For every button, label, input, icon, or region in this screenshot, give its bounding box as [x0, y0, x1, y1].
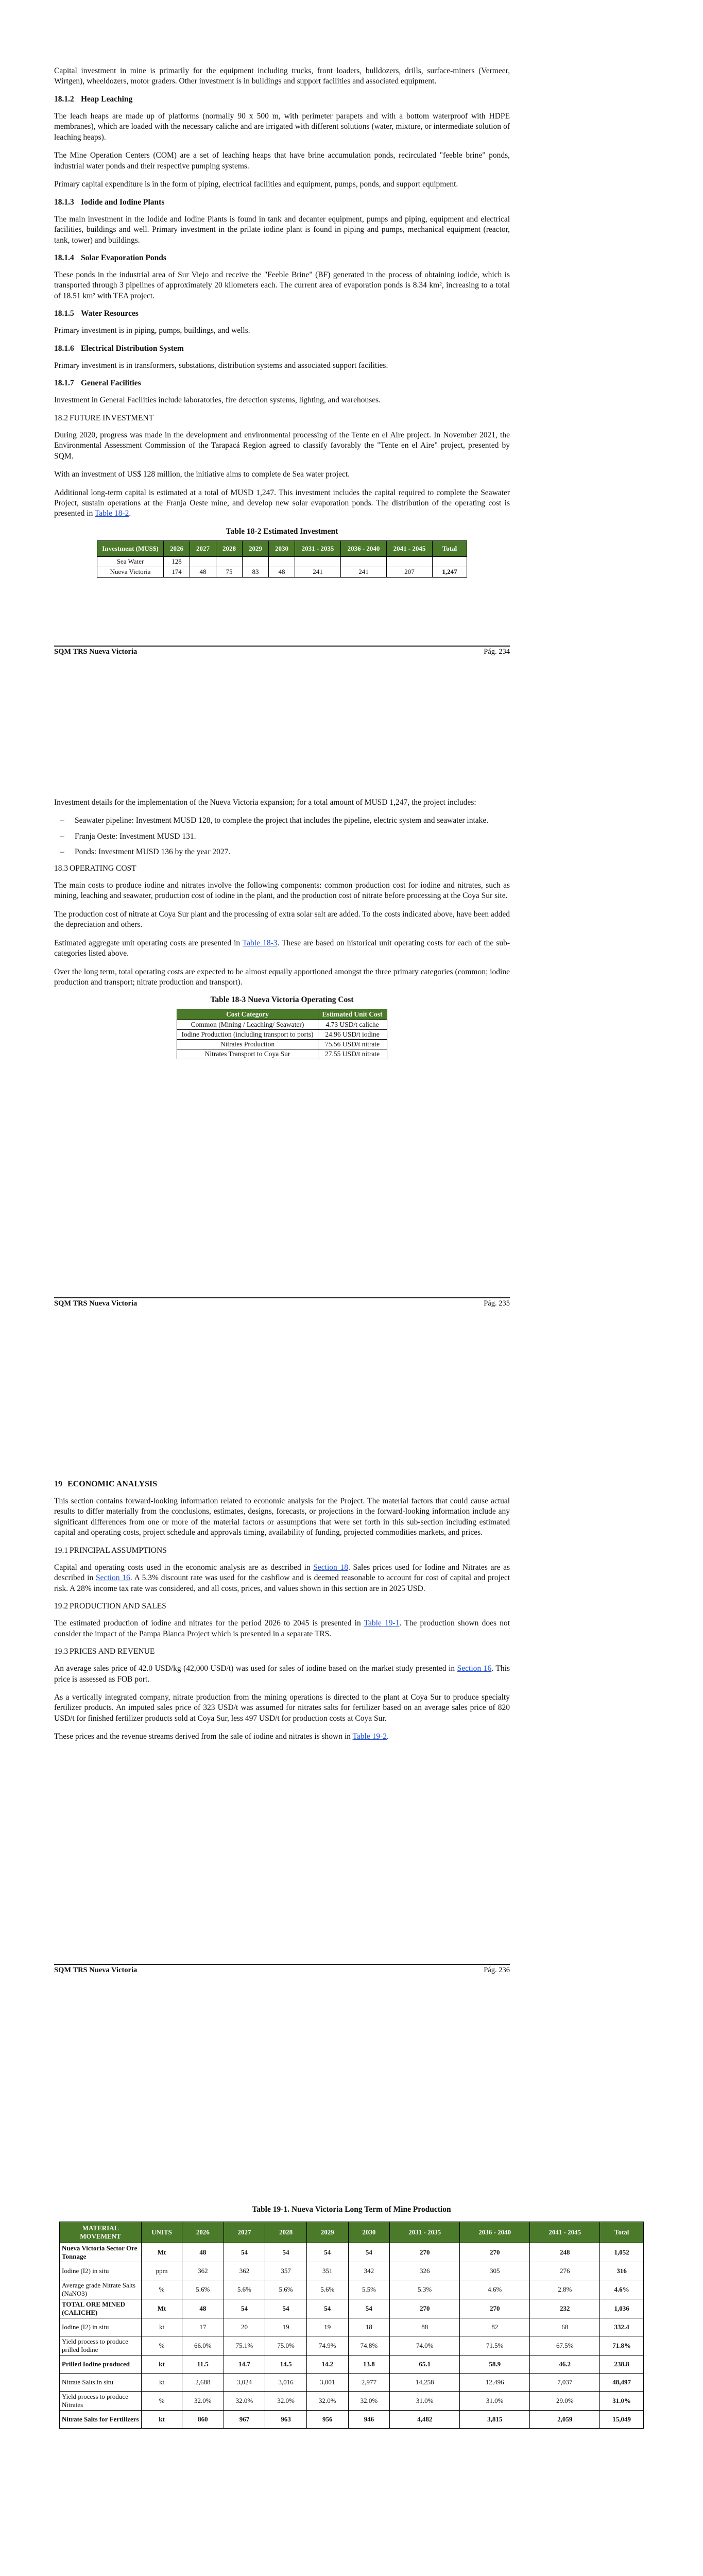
table-cell: 270 — [390, 2299, 460, 2318]
unit-cell: kt — [142, 2355, 182, 2374]
page-237 — [0, 1994, 703, 2576]
table-row — [177, 1040, 387, 1049]
paragraph: These prices and the revenue streams derived from the sale of iodine and nitrates is shown in Table 19-2. — [54, 1732, 389, 1741]
section-heading: 18.2 FUTURE INVESTMENT — [54, 413, 154, 422]
table-cell: 174 — [164, 567, 190, 577]
table-cell: Iodine Production (including transport to ports) — [177, 1030, 318, 1040]
table-row — [60, 2280, 644, 2299]
table-cell: 967 — [224, 2411, 265, 2429]
table-row — [60, 2374, 644, 2392]
section-heading: 19.1 PRINCIPAL ASSUMPTIONS — [54, 1546, 167, 1555]
table-cell: 46.2 — [530, 2355, 600, 2374]
column-header: 2027 — [224, 2222, 265, 2243]
table-cell: 75.1% — [224, 2336, 265, 2355]
unit-cell: Mt — [142, 2243, 182, 2262]
section-heading: 18.1.4 Solar Evaporation Ponds — [54, 253, 166, 262]
table-cell: 362 — [182, 2262, 224, 2280]
column-header: 2026 — [182, 2222, 224, 2243]
section-16-link[interactable]: Section 16 — [457, 1664, 492, 1673]
paragraph: Primary investment is in piping, pumps, buildings, and wells. — [54, 326, 250, 335]
table-cell: 14,258 — [390, 2374, 460, 2392]
table-cell: 860 — [182, 2411, 224, 2429]
table-cell: 128 — [164, 556, 190, 567]
table-row — [177, 1030, 387, 1040]
table-row — [60, 2336, 644, 2355]
table-cell: 54 — [306, 2299, 348, 2318]
table-cell: 3,815 — [460, 2411, 530, 2429]
table-row — [60, 2262, 644, 2280]
unit-cell: kt — [142, 2411, 182, 2429]
table-cell: 326 — [390, 2262, 460, 2280]
table-cell — [341, 556, 387, 567]
table-cell: 74.8% — [348, 2336, 390, 2355]
table-cell — [269, 556, 295, 567]
table-row — [60, 2392, 644, 2411]
page-footer: SQM TRS Nueva Victoria Pág. 234 — [54, 646, 510, 656]
section-heading: 19.2 PRODUCTION AND SALES — [54, 1602, 166, 1611]
table-cell: 4,482 — [390, 2411, 460, 2429]
column-header: Cost Category — [177, 1009, 318, 1020]
table-cell: Common (Mining / Leaching/ Seawater) — [177, 1020, 318, 1030]
table-cell: 48,497 — [600, 2374, 644, 2392]
table-18-2-link[interactable]: Table 18-2 — [94, 509, 129, 518]
table-cell: 232 — [530, 2299, 600, 2318]
table-cell: Nueva Victoria — [97, 567, 164, 577]
table-cell — [295, 556, 341, 567]
table-cell: 75.0% — [265, 2336, 307, 2355]
column-header: 2041 - 2045 — [387, 540, 433, 556]
column-header: 2041 - 2045 — [530, 2222, 600, 2243]
list-item: – Franja Oeste: Investment MUSD 131. — [54, 832, 510, 842]
unit-cell: % — [142, 2280, 182, 2299]
row-label: TOTAL ORE MINED (CALICHE) — [60, 2299, 142, 2318]
table-cell: 3,001 — [306, 2374, 348, 2392]
table-cell: 54 — [224, 2299, 265, 2318]
page-234 — [0, 0, 703, 665]
row-label: Iodine (I2) in situ — [60, 2318, 142, 2336]
table-cell: 31.0% — [460, 2392, 530, 2411]
column-header: 2031 - 2035 — [295, 540, 341, 556]
paragraph: An average sales price of 42.0 USD/kg (42,000 USD/t) was used for sales of iodine based on the market study presented in Section 16. This price is assessed as FOB port. — [54, 1664, 510, 1684]
table-cell: 54 — [306, 2243, 348, 2262]
table-cell: 32.0% — [348, 2392, 390, 2411]
table-cell: 14.7 — [224, 2355, 265, 2374]
paragraph: Capital and operating costs used in the economic analysis are as described in Section 18. Sales prices used for Iodine and Nitrates are as described in Section 16. A 5.3% discount rate was used for the cashflow and is deemed reasonable to account for cost of capital and project risk. A 28% income tax rate was considered, and all costs, prices, and values shown in this section are in 2025 USD. — [54, 1563, 510, 1593]
table-cell: 68 — [530, 2318, 600, 2336]
table-cell: 3,016 — [265, 2374, 307, 2392]
unit-cell: % — [142, 2392, 182, 2411]
table-cell: 31.0% — [600, 2392, 644, 2411]
table-cell: 4.6% — [460, 2280, 530, 2299]
table-row — [60, 2318, 644, 2336]
table-cell: 1,036 — [600, 2299, 644, 2318]
paragraph: These ponds in the industrial area of Sur Viejo and receive the "Feeble Brine" (BF) generated in the process of obtaining iodide, which is transported through 3 pipelines of approximately 20 kilometers each. The current area of evaporation ponds is 8.34 km², increasing to a total of 18.51 km² with TEA project. — [54, 270, 510, 300]
table-cell: 248 — [530, 2243, 600, 2262]
table-cell: 4.73 USD/t caliche — [318, 1020, 387, 1030]
column-header: MATERIAL MOVEMENT — [60, 2222, 142, 2243]
column-header: 2028 — [216, 540, 243, 556]
section-heading: 18.1.3 Iodide and Iodine Plants — [54, 197, 165, 207]
table-cell: 5.6% — [182, 2280, 224, 2299]
table-cell: 305 — [460, 2262, 530, 2280]
table-cell: 65.1 — [390, 2355, 460, 2374]
paragraph: Over the long term, total operating costs are expected to be almost equally apportioned amongst the three primary categories (common; iodine production and transport; nitrate production and transport). — [54, 967, 510, 987]
table-cell: 956 — [306, 2411, 348, 2429]
unit-cell: Mt — [142, 2299, 182, 2318]
table-cell — [387, 556, 433, 567]
operating-cost-table — [177, 1009, 387, 1059]
paragraph: The main costs to produce iodine and nitrates involve the following components: common production cost for iodine and nitrates, such as mining, leaching and seawater, production cost of iodine in the plant, and the production cost of nitrate before processing at the Coya Sur site. — [54, 880, 510, 901]
table-cell: 58.9 — [460, 2355, 530, 2374]
table-cell: 270 — [460, 2299, 530, 2318]
table-cell: 5.3% — [390, 2280, 460, 2299]
column-header: 2029 — [306, 2222, 348, 2243]
page-235 — [0, 665, 703, 1329]
table-row — [97, 556, 467, 567]
table-cell: 4.6% — [600, 2280, 644, 2299]
column-header: 2026 — [164, 540, 190, 556]
table-cell: 32.0% — [306, 2392, 348, 2411]
table-cell: 74.0% — [390, 2336, 460, 2355]
table-cell: 7,037 — [530, 2374, 600, 2392]
table-cell: 19 — [306, 2318, 348, 2336]
paragraph: The leach heaps are made up of platforms (normally 90 x 500 m, with perimeter parapets and with a bottom waterproof with HDPE membranes), which are loaded with the necessary caliche and are irrigated with different solutions (water, mixture, or intermediate solution of leaching heaps). — [54, 111, 510, 142]
table-row — [60, 2411, 644, 2429]
table-cell: 54 — [348, 2243, 390, 2262]
paragraph: During 2020, progress was made in the development and environmental processing of the Tente en el Aire project. In November 2021, the Environmental Assessment Commission of the Tarapacá Region agreed to classify favorably the "Tente en el Aire" project, presented by SQM. — [54, 430, 510, 461]
column-header: Estimated Unit Cost — [318, 1009, 387, 1020]
column-header: 2027 — [190, 540, 216, 556]
row-label: Nueva Victoria Sector Ore Tonnage — [60, 2243, 142, 2262]
chapter-heading: 19 ECONOMIC ANALYSIS — [54, 1480, 158, 1488]
table-cell: 32.0% — [265, 2392, 307, 2411]
column-header: 2036 - 2040 — [460, 2222, 530, 2243]
investment-list — [54, 816, 510, 857]
column-header: UNITS — [142, 2222, 182, 2243]
table-cell: 332.4 — [600, 2318, 644, 2336]
table-cell: 48 — [190, 567, 216, 577]
column-header: 2030 — [348, 2222, 390, 2243]
table-cell: 963 — [265, 2411, 307, 2429]
table-cell: 2.8% — [530, 2280, 600, 2299]
paragraph: The Mine Operation Centers (COM) are a set of leaching heaps that have brine accumulation ponds, recirculated "feeble brine" ponds, industrial water ponds and their respective pumping systems. — [54, 151, 510, 171]
column-header: 2029 — [243, 540, 269, 556]
page-footer: SQM TRS Nueva Victoria Pág. 235 — [54, 1297, 510, 1308]
table-19-2-link[interactable]: Table 19-2 — [352, 1732, 387, 1741]
row-label: Nitrate Salts for Fertilizers — [60, 2411, 142, 2429]
table-row — [60, 2355, 644, 2374]
unit-cell: kt — [142, 2318, 182, 2336]
table-cell: 351 — [306, 2262, 348, 2280]
table-cell: 54 — [265, 2243, 307, 2262]
table-cell — [190, 556, 216, 567]
row-label: Average grade Nitrate Salts (NaNO3) — [60, 2280, 142, 2299]
list-item: – Seawater pipeline: Investment MUSD 128, to complete the project that includes the pipeline, electric system and seawater intake. — [54, 816, 510, 826]
paragraph: Estimated aggregate unit operating costs are presented in Table 18-3. These are based on historical unit operating costs for each of the sub-categories listed above. — [54, 938, 510, 958]
table-cell: 48 — [269, 567, 295, 577]
page-footer: SQM TRS Nueva Victoria Pág. 236 — [54, 1964, 510, 1975]
section-heading: 19.3 PRICES AND REVENUE — [54, 1647, 155, 1656]
table-cell — [216, 556, 243, 567]
table-caption: Table 18-3 Nueva Victoria Operating Cost — [210, 995, 354, 1005]
table-row — [177, 1020, 387, 1030]
table-row — [177, 1049, 387, 1059]
table-cell: 11.5 — [182, 2355, 224, 2374]
table-cell: 19 — [265, 2318, 307, 2336]
table-cell: 2,688 — [182, 2374, 224, 2392]
paragraph: As a vertically integrated company, nitrate production from the mining operations is directed to the plant at Coya Sur to produce specialty fertilizer products. An imputed sales price of 323 USD/t was assumed for nitrates salts for fertilizer based on an average sales price of 820 USD/t for finished fertilizer products sold at Coya Sur, less 497 USD/t for production costs at Coya Sur. — [54, 1692, 510, 1723]
column-header: Total — [433, 540, 467, 556]
column-header: 2036 - 2040 — [341, 540, 387, 556]
table-cell: 2,059 — [530, 2411, 600, 2429]
table-cell: 362 — [224, 2262, 265, 2280]
table-cell: 1,052 — [600, 2243, 644, 2262]
table-cell: 5.5% — [348, 2280, 390, 2299]
section-heading: 18.1.6 Electrical Distribution System — [54, 344, 184, 353]
paragraph: Capital investment in mine is primarily for the equipment including trucks, front loaders, bulldozers, drills, surface-miners (Vermeer, Wirtgen), wheeldozers, motor graders. Other investment is in buildings and support facilities and associated equipment. — [54, 66, 510, 86]
table-caption: Table 19-1. Nueva Victoria Long Term of Mine Production — [252, 2205, 451, 2214]
section-heading: 18.1.5 Water Resources — [54, 309, 139, 318]
row-label: Yield process to produce prilled Iodine — [60, 2336, 142, 2355]
table-cell: 5.6% — [306, 2280, 348, 2299]
table-cell: 342 — [348, 2262, 390, 2280]
table-cell: 316 — [600, 2262, 644, 2280]
table-cell: 17 — [182, 2318, 224, 2336]
table-cell: 5.6% — [265, 2280, 307, 2299]
column-header: 2028 — [265, 2222, 307, 2243]
paragraph: This section contains forward-looking information related to economic analysis for the Project. The material factors that could cause actual results to differ materially from the conclusions, estimates, designs, forecasts, or projections in the forward-looking information include any significant differences from one or more of the material factors or assumptions that were set forth in this sub-section including estimated capital and operating costs, project schedule and approvals timing, availability of funding, projected commodities markets, and prices. — [54, 1497, 510, 1537]
unit-cell: kt — [142, 2374, 182, 2392]
table-cell: 67.5% — [530, 2336, 600, 2355]
table-cell: 270 — [390, 2243, 460, 2262]
table-cell: 88 — [390, 2318, 460, 2336]
table-cell: 2,977 — [348, 2374, 390, 2392]
table-cell — [433, 556, 467, 567]
table-cell: Nitrates Transport to Coya Sur — [177, 1049, 318, 1059]
table-cell: 241 — [295, 567, 341, 577]
table-cell: 14.5 — [265, 2355, 307, 2374]
table-cell: 238.8 — [600, 2355, 644, 2374]
table-cell: 3,024 — [224, 2374, 265, 2392]
table-row — [97, 567, 467, 577]
section-heading: 18.1.2 Heap Leaching — [54, 94, 133, 104]
table-cell: 74.9% — [306, 2336, 348, 2355]
unit-cell: % — [142, 2336, 182, 2355]
unit-cell: ppm — [142, 2262, 182, 2280]
table-cell: Sea Water — [97, 556, 164, 567]
table-cell: 48 — [182, 2243, 224, 2262]
table-cell: 18 — [348, 2318, 390, 2336]
table-cell: 82 — [460, 2318, 530, 2336]
table-cell: 12,496 — [460, 2374, 530, 2392]
section-18-link[interactable]: Section 18 — [313, 1563, 348, 1572]
table-cell: 54 — [265, 2299, 307, 2318]
column-header: 2030 — [269, 540, 295, 556]
table-cell: 1,247 — [433, 567, 467, 577]
table-18-3-link[interactable]: Table 18-3 — [242, 938, 278, 947]
paragraph: Additional long-term capital is estimated at a total of MUSD 1,247. This investment includes the capital required to complete the Seawater Project, sustain operations at the Franja Oeste mine, and develop new solar evaporation ponds. The distribution of the operating cost is presented in Table 18-2. — [54, 488, 510, 518]
table-cell: 66.0% — [182, 2336, 224, 2355]
section-heading: 18.3 OPERATING COST — [54, 863, 136, 873]
table-cell: 241 — [341, 567, 387, 577]
table-caption: Table 18-2 Estimated Investment — [226, 527, 338, 536]
table-cell: 207 — [387, 567, 433, 577]
table-cell: 71.8% — [600, 2336, 644, 2355]
row-label: Prilled Iodine produced — [60, 2355, 142, 2374]
table-cell: Nitrates Production — [177, 1040, 318, 1049]
row-label: Iodine (I2) in situ — [60, 2262, 142, 2280]
page-236 — [0, 1329, 703, 1994]
column-header: 2031 - 2035 — [390, 2222, 460, 2243]
table-cell: 71.5% — [460, 2336, 530, 2355]
table-cell: 357 — [265, 2262, 307, 2280]
paragraph: Investment in General Facilities include laboratories, fire detection systems, lighting, and warehouses. — [54, 396, 381, 405]
table-cell: 29.0% — [530, 2392, 600, 2411]
table-cell: 14.2 — [306, 2355, 348, 2374]
table-cell: 24.96 USD/t iodine — [318, 1030, 387, 1040]
paragraph: With an investment of US$ 128 million, the initiative aims to complete de Sea water project. — [54, 470, 350, 479]
table-19-1-link[interactable]: Table 19-1 — [364, 1619, 400, 1628]
table-cell: 32.0% — [182, 2392, 224, 2411]
column-header: Total — [600, 2222, 644, 2243]
table-cell: 13.8 — [348, 2355, 390, 2374]
table-cell: 54 — [348, 2299, 390, 2318]
paragraph: The main investment in the Iodide and Iodine Plants is found in tank and decanter equipment, pumps and piping, equipment and electrical facilities, buildings and well. Primary investment in the prilate iodine plant is found in piping and pumps, mechanical equipment (reactor, tank, tower) and buildings. — [54, 214, 510, 245]
table-cell: 15,049 — [600, 2411, 644, 2429]
table-cell: 75 — [216, 567, 243, 577]
row-label: Nitrate Salts in situ — [60, 2374, 142, 2392]
paragraph: Investment details for the implementation of the Nueva Victoria expansion; for a total amount of MUSD 1,247, the project includes: — [54, 798, 476, 807]
table-cell: 75.56 USD/t nitrate — [318, 1040, 387, 1049]
paragraph: Primary capital expenditure is in the form of piping, electrical facilities and equipment, pumps, ponds, and support equipment. — [54, 180, 458, 189]
table-cell: 946 — [348, 2411, 390, 2429]
table-cell: 54 — [224, 2243, 265, 2262]
list-item: – Ponds: Investment MUSD 136 by the year 2027. — [54, 847, 510, 857]
table-cell: 48 — [182, 2299, 224, 2318]
paragraph: The production cost of nitrate at Coya Sur plant and the processing of extra solar salt are added. To the costs indicated above, have been added the depreciation and others. — [54, 909, 510, 929]
table-cell: 270 — [460, 2243, 530, 2262]
estimated-investment-table — [97, 540, 467, 578]
paragraph: Primary investment is in transformers, substations, distribution systems and associated support facilities. — [54, 361, 388, 370]
section-heading: 18.1.7 General Facilities — [54, 379, 141, 388]
row-label: Yield process to produce Nitrates — [60, 2392, 142, 2411]
table-cell — [243, 556, 269, 567]
table-cell: 276 — [530, 2262, 600, 2280]
table-cell: 31.0% — [390, 2392, 460, 2411]
mine-production-table — [59, 2222, 644, 2429]
column-header: Investment (MUS$) — [97, 540, 164, 556]
table-cell: 83 — [243, 567, 269, 577]
table-cell: 32.0% — [224, 2392, 265, 2411]
table-row — [60, 2299, 644, 2318]
table-row — [60, 2243, 644, 2262]
table-cell: 27.55 USD/t nitrate — [318, 1049, 387, 1059]
table-cell: 20 — [224, 2318, 265, 2336]
paragraph: The estimated production of iodine and nitrates for the period 2026 to 2045 is presented in Table 19-1. The production shown does not consider the impact of the Pampa Blanca Project which is presented in a separate TRS. — [54, 1619, 510, 1638]
section-16-link[interactable]: Section 16 — [96, 1573, 130, 1583]
table-cell: 5.6% — [224, 2280, 265, 2299]
